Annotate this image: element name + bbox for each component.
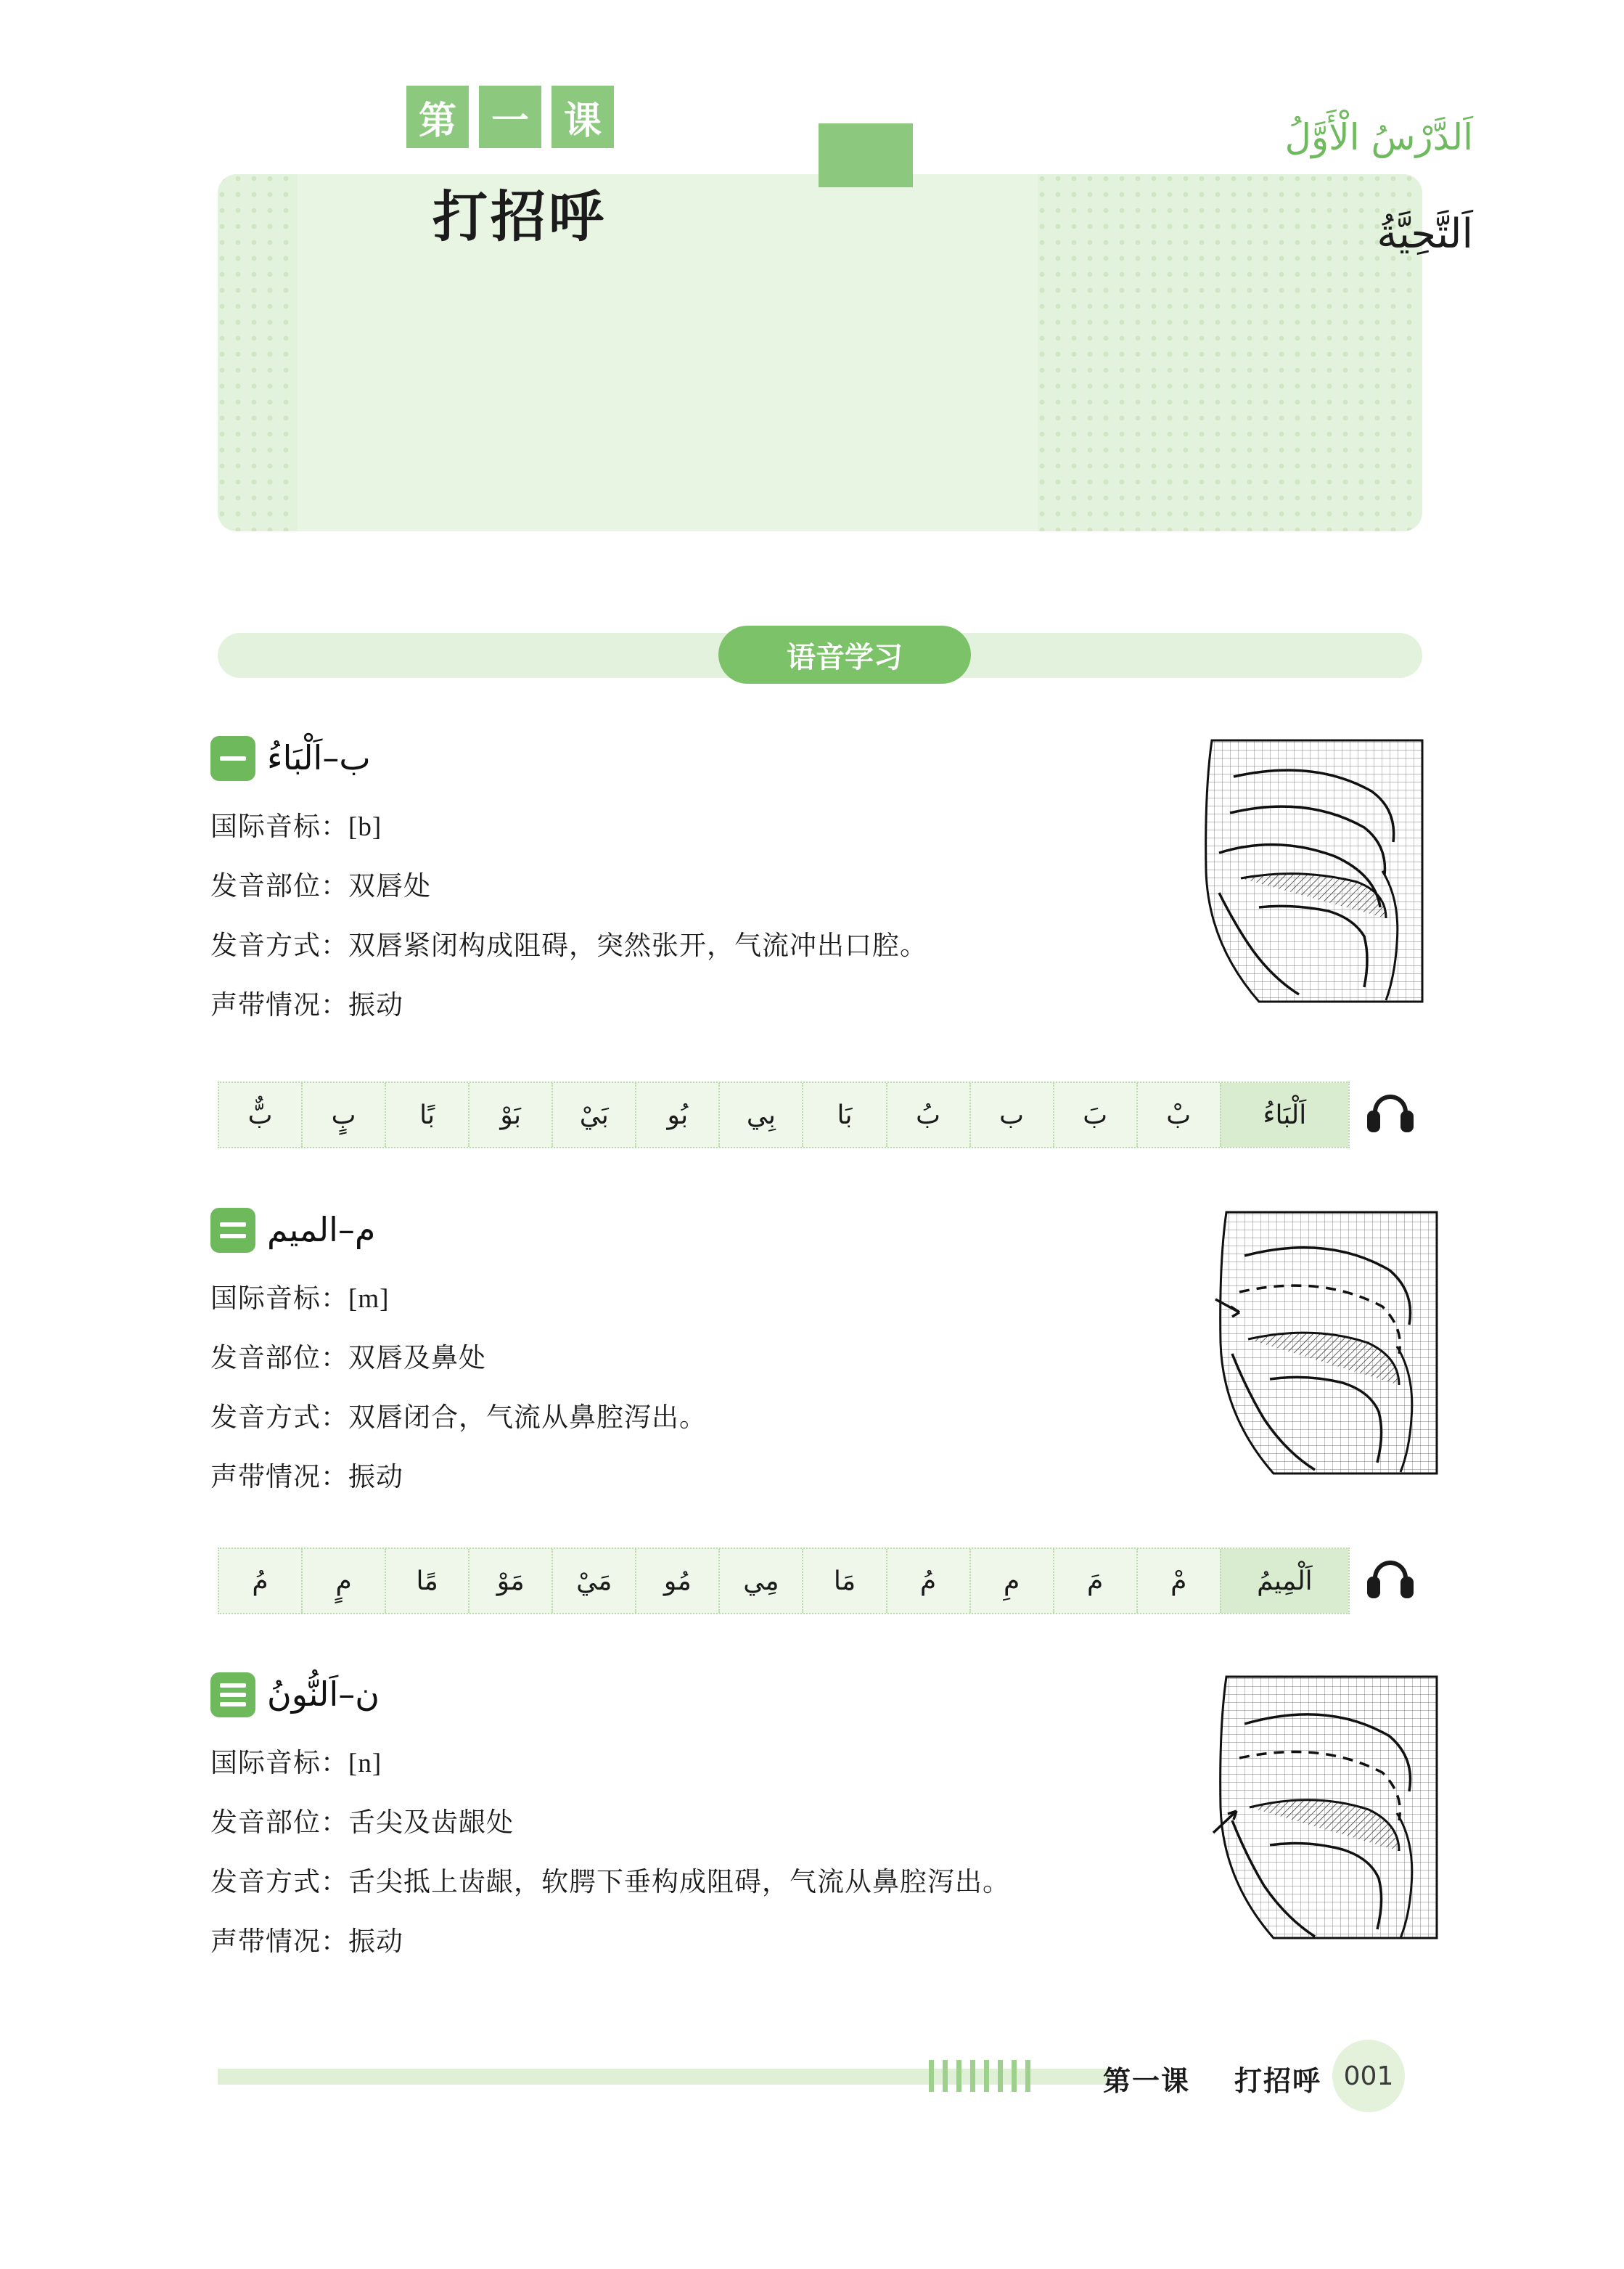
letter-1-manner-value: 双唇紧闭构成阻碍，突然张开，气流冲出口腔。 — [348, 930, 927, 961]
headphone-icon[interactable] — [1367, 1095, 1414, 1135]
letter-3-voice-label: 声带情况： — [210, 1926, 348, 1957]
letter-2-ipa-value: [m] — [348, 1284, 390, 1314]
strip-2-cell-10[interactable]: مًا — [385, 1549, 468, 1613]
letter-2-head — [210, 1205, 1226, 1256]
footer-ticks-decoration — [929, 2060, 1030, 2092]
letter-3-manner-label: 发音方式： — [210, 1866, 348, 1897]
strip-1-cell-11[interactable]: بٍ — [301, 1083, 385, 1147]
lesson-title-arabic-line2: اَلتَّحِيَّةُ — [1377, 210, 1473, 258]
letter-1-ipa-value: [b] — [348, 812, 382, 842]
strip-1-cell-10[interactable]: بًا — [385, 1083, 468, 1147]
footer-lesson: 第一课 — [1103, 2065, 1191, 2097]
strip-2-cell-6[interactable]: مِي — [718, 1549, 802, 1613]
letter-block-1 — [210, 733, 1226, 1022]
headphone-ear-right — [1401, 1111, 1414, 1132]
strip-1-cell-9[interactable]: بَوْ — [468, 1083, 551, 1147]
letter-1-head — [210, 733, 1226, 784]
letter-3-voice-value: 振动 — [348, 1926, 403, 1957]
letter-2-voice-row — [210, 1455, 1226, 1494]
headphone-icon[interactable] — [1367, 1561, 1414, 1601]
articulation-diagram-b — [1190, 726, 1430, 1016]
letter-2-place-row — [210, 1336, 1226, 1375]
letter-1-voice-label: 声带情况： — [210, 989, 348, 1021]
strip-2-cell-9[interactable]: مَوْ — [468, 1549, 551, 1613]
articulation-diagram-m — [1205, 1198, 1444, 1488]
lesson-chip-3: 课 — [551, 86, 614, 148]
headphone-ear-right — [1401, 1577, 1414, 1598]
strip-2-cell-3[interactable]: مِ — [969, 1549, 1053, 1613]
strip-2-cell-2[interactable]: مَ — [1053, 1549, 1136, 1613]
letter-2-manner-label: 发音方式： — [210, 1402, 348, 1433]
letter-1-title: ب–اَلْبَاءُ — [267, 738, 371, 778]
strip-1-cell-0[interactable]: اَلْبَاءُ — [1220, 1083, 1348, 1147]
letter-1-manner-label: 发音方式： — [210, 930, 348, 961]
strip-1-cell-2[interactable]: بَ — [1053, 1083, 1136, 1147]
letter-3-place-row — [210, 1800, 1226, 1839]
letter-1-ipa-label: 国际音标： — [210, 811, 348, 842]
lesson-header-banner — [218, 174, 1422, 531]
lesson-number-chips — [406, 86, 614, 148]
strip-1-cell-6[interactable]: بِي — [718, 1083, 802, 1147]
letter-3-manner-value: 舌尖抵上齿龈，软腭下垂构成阻碍，气流从鼻腔泻出。 — [348, 1866, 1010, 1897]
letter-1-ipa-row — [210, 804, 1226, 843]
strip-1-cell-3[interactable]: ب — [969, 1083, 1053, 1147]
practice-strip-2[interactable] — [218, 1548, 1350, 1614]
letter-3-head — [210, 1669, 1226, 1720]
letter-block-2 — [210, 1205, 1226, 1494]
letter-1-place-label: 发音部位： — [210, 870, 348, 902]
strip-2-cell-5[interactable]: مَا — [802, 1549, 885, 1613]
strip-2-cell-12[interactable]: مُ — [252, 1566, 268, 1596]
letter-2-voice-label: 声带情况： — [210, 1461, 348, 1492]
headphone-ear-left — [1367, 1577, 1380, 1598]
strip-2-cell-8[interactable]: مَيْ — [551, 1549, 635, 1613]
lesson-title-chinese: 打招呼 — [432, 184, 607, 249]
letter-1-place-value: 双唇处 — [348, 870, 431, 902]
letter-1-place-row — [210, 864, 1226, 903]
lesson-chip-2: 一 — [479, 86, 541, 148]
letter-3-title: ن–اَلنُّونُ — [267, 1675, 380, 1714]
strip-1-cell-4[interactable]: بُ — [886, 1083, 969, 1147]
letter-2-manner-value: 双唇闭合，气流从鼻腔泻出。 — [348, 1402, 707, 1433]
letter-1-voice-row — [210, 983, 1226, 1022]
letter-3-ipa-value: [n] — [348, 1749, 382, 1778]
strip-1-cell-1[interactable]: بْ — [1136, 1083, 1220, 1147]
lesson-chip-1: 第 — [406, 86, 469, 148]
letter-2-ipa-row — [210, 1276, 1226, 1315]
footer-lesson-title — [1103, 2059, 1321, 2098]
headphone-ear-left — [1367, 1111, 1380, 1132]
letter-1-manner-row — [210, 923, 1226, 962]
lesson-title-arabic-line1: اَلدَّرْسُ الْأَوَّلُ — [1284, 116, 1473, 158]
articulation-diagram-n — [1205, 1662, 1444, 1953]
letter-2-place-value: 双唇及鼻处 — [348, 1342, 486, 1373]
strip-2-cell-0[interactable]: اَلْمِيمُ — [1220, 1549, 1348, 1613]
strip-1-cell-12[interactable]: بٌّ — [247, 1100, 273, 1130]
letter-3-manner-row — [210, 1860, 1226, 1899]
practice-strip-1[interactable] — [218, 1082, 1350, 1148]
header-right-dots — [1038, 174, 1422, 531]
strip-2-cell-1[interactable]: مْ — [1136, 1549, 1220, 1613]
letter-2-manner-row — [210, 1395, 1226, 1434]
header-accent-block — [819, 123, 913, 187]
page-number: 001 — [1332, 2040, 1405, 2112]
number-badge-one-icon — [210, 736, 255, 781]
letter-2-voice-value: 振动 — [348, 1461, 403, 1492]
number-badge-two-icon — [210, 1208, 255, 1253]
header-mid-panel — [827, 174, 1038, 531]
strip-1-cell-8[interactable]: بَيْ — [551, 1083, 635, 1147]
letter-3-place-value: 舌尖及齿龈处 — [348, 1807, 514, 1838]
letter-3-ipa-label: 国际音标： — [210, 1747, 348, 1778]
section-title-pill: 语音学习 — [718, 626, 971, 684]
strip-1-cell-7[interactable]: بُو — [635, 1083, 718, 1147]
strip-2-cell-7[interactable]: مُو — [635, 1549, 718, 1613]
footer-title: 打招呼 — [1234, 2065, 1321, 2097]
letter-2-title: م–الميم — [267, 1210, 376, 1250]
strip-2-cell-11[interactable]: مٍ — [301, 1549, 385, 1613]
letter-3-place-label: 发音部位： — [210, 1807, 348, 1838]
letter-3-ipa-row — [210, 1741, 1226, 1780]
letter-1-voice-value: 振动 — [348, 989, 403, 1021]
letter-3-voice-row — [210, 1919, 1226, 1958]
letter-2-place-label: 发音部位： — [210, 1342, 348, 1373]
letter-block-3 — [210, 1669, 1226, 1958]
letter-2-ipa-label: 国际音标： — [210, 1283, 348, 1314]
strip-1-cell-5[interactable]: بَا — [802, 1083, 885, 1147]
number-badge-three-icon — [210, 1672, 255, 1717]
strip-2-cell-4[interactable]: مُ — [886, 1549, 969, 1613]
